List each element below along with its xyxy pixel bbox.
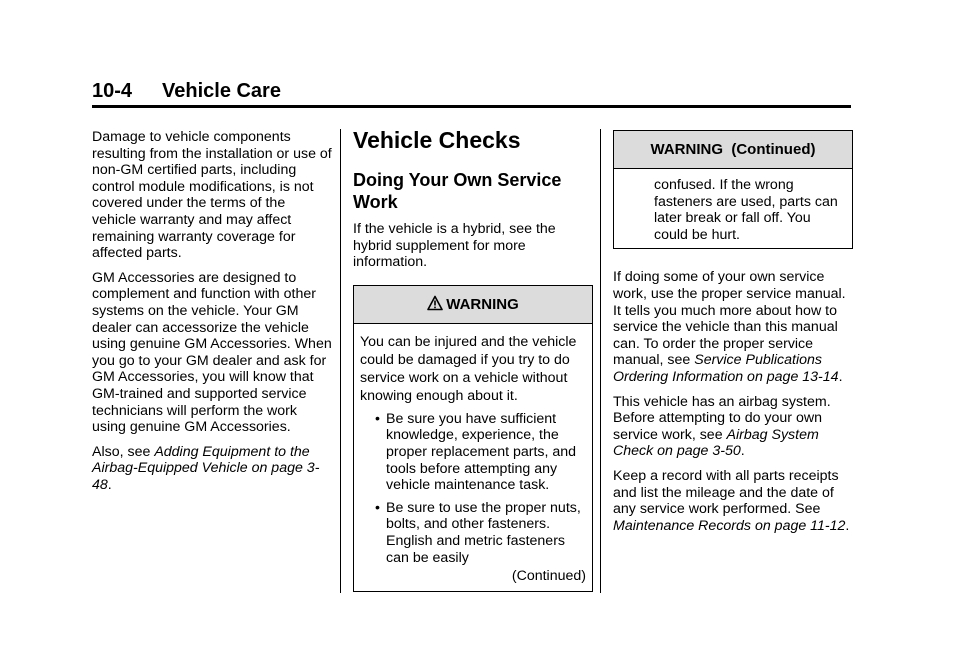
accessories-paragraph: GM Accessories are designed to complement and function with other systems on the vehicle. Your GM dealer can accessorize the vehicle using genuine GM Accessories. When you go to your GM dealer and ask for GM Accessories, you will know that GM-trained and supported service technicians will perform the work using genuine GM Accessories. <box>92 269 332 436</box>
warning-continued-box <box>613 130 853 249</box>
service-manual-paragraph <box>613 269 853 385</box>
warning-bullet <box>360 500 586 566</box>
paragraph-suffix: . <box>838 368 843 385</box>
see-also-paragraph <box>92 444 332 494</box>
service-manual-text: If doing some of your own service work, use the proper service manual. It tells you much more about how to service the vehicle than this manual can. To order the proper service manual, see <box>613 269 846 369</box>
warning-continued-text: confused. If the wrong fasteners are used, parts can later break or fall off. You could be hurt. <box>654 177 838 243</box>
column-divider-1 <box>340 129 341 593</box>
maintenance-records-link[interactable]: Maintenance Records on page 11-12 <box>613 517 846 534</box>
section-heading: Vehicle Checks <box>353 127 521 153</box>
see-also-suffix: . <box>107 476 112 493</box>
airbag-system-check-link[interactable]: Airbag System Check on page 3-50 <box>613 426 819 460</box>
warranty-paragraph: Damage to vehicle components resulting from the installation or use of non-GM certified parts, including control module modifications, is not covered under the terms of the vehicle warranty and may affect remaining warranty coverage for affected parts. <box>92 129 332 262</box>
warning-continued-header: WARNING (Continued) <box>614 131 852 169</box>
continued-label: (Continued) <box>511 568 586 585</box>
subsection-heading: Doing Your Own Service Work <box>353 170 562 212</box>
warning-bullet <box>360 411 586 494</box>
records-text: Keep a record with all parts receipts and list the mileage and the date of any service work performed. See <box>613 467 839 518</box>
warning-box <box>353 285 593 592</box>
warning-title: WARNING <box>446 295 519 313</box>
adding-equipment-link[interactable]: Adding Equipment to the Airbag-Equipped Vehicle on page 3-48 <box>92 443 320 493</box>
see-also-prefix: Also, see <box>92 443 155 460</box>
airbag-paragraph <box>613 394 853 460</box>
service-publications-link[interactable]: Service Publications Ordering Information on page 13-14 <box>613 352 839 385</box>
section-title: Vehicle Care <box>162 80 281 102</box>
paragraph-suffix: . <box>740 443 745 460</box>
header-rule <box>92 105 851 108</box>
warning-body <box>354 324 592 591</box>
column-2 <box>353 127 593 592</box>
column-1 <box>92 129 332 501</box>
page-number: 10-4 <box>92 80 133 102</box>
bullet-text: Be sure you have sufficient knowledge, experience, the proper replacement parts, and tools before attempting any vehicle maintenance task. <box>386 410 577 494</box>
paragraph-suffix: . <box>845 517 850 534</box>
records-paragraph <box>613 468 853 534</box>
warning-triangle-icon <box>427 295 443 311</box>
bullet-icon: • <box>375 410 380 427</box>
warning-intro: You can be injured and the vehicle could be damaged if you try to do service work on a vehicle without knowing enough about it. <box>360 333 577 404</box>
hybrid-note: If the vehicle is a hybrid, see the hybrid supplement for more information. <box>353 221 556 271</box>
bullet-text: Be sure to use the proper nuts, bolts, and other fasteners. English and metric fasteners can be easily <box>386 499 581 566</box>
column-divider-2 <box>600 129 601 593</box>
bullet-icon: • <box>375 499 380 516</box>
airbag-text: This vehicle has an airbag system. Before attempting to do your own service work, see <box>613 393 831 443</box>
column-3 <box>613 130 853 542</box>
warning-header <box>354 286 592 324</box>
page-header <box>92 80 281 103</box>
